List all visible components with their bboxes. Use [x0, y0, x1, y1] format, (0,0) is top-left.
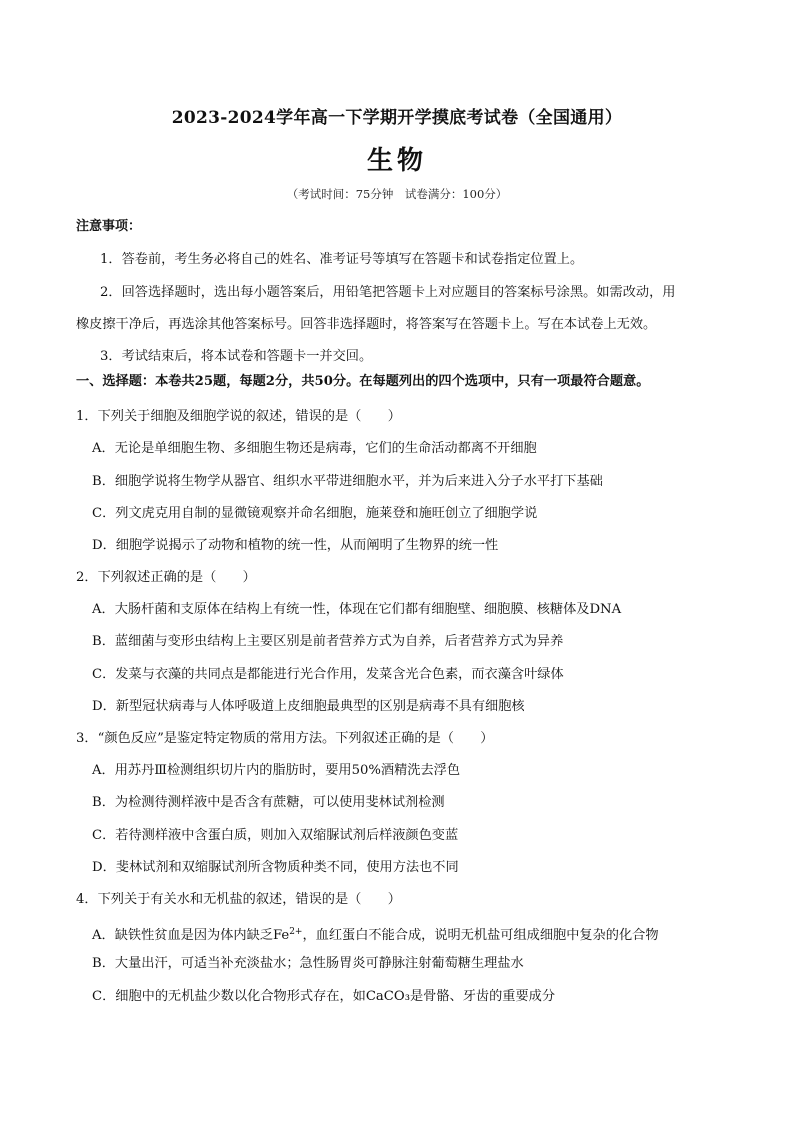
question-4-option-a-superscript: 2+	[289, 927, 303, 937]
question-1-option-c: C．列文虎克用自制的显微镜观察并命名细胞，施莱登和施旺创立了细胞学说	[92, 506, 538, 521]
notice-title: 注意事项：	[76, 219, 142, 234]
question-1-stem: 1．下列关于细胞及细胞学说的叙述，错误的是（ ）	[76, 409, 401, 424]
question-4-option-c: C．细胞中的无机盐少数以化合物形式存在，如CaCO₃是骨骼、牙齿的重要成分	[92, 989, 556, 1004]
section-heading: 一、选择题：本卷共25题，每题2分，共50分。在每题列出的四个选项中，只有一项最符合题意。	[76, 374, 650, 389]
subject-heading: 生物	[366, 146, 427, 176]
notice-item-2-continued: 橡皮擦干净后，再选涂其他答案标号。回答非选择题时，将答案写在答题卡上。写在本试卷上无效。	[76, 317, 657, 332]
question-3-option-c: C．若待测样液中含蛋白质，则加入双缩脲试剂后样液颜色变蓝	[92, 828, 459, 843]
question-2-option-b: B．蓝细菌与变形虫结构上主要区别是前者营养方式为自养，后者营养方式为异养	[92, 634, 564, 649]
notice-item-1: 1．答卷前，考生务必将自己的姓名、准考证号等填写在答题卡和试卷指定位置上。	[100, 252, 584, 267]
question-2-stem: 2．下列叙述正确的是（ ）	[76, 570, 256, 585]
exam-time-score: （考试时间：75分钟 试卷满分：100分）	[286, 187, 508, 201]
question-3-option-a: A．用苏丹Ⅲ检测组织切片内的脂肪时，要用50%酒精洗去浮色	[92, 763, 461, 778]
question-4-option-b: B．大量出汗，可适当补充淡盐水；急性肠胃炎可静脉注射葡萄糖生理盐水	[92, 956, 524, 971]
question-3-option-b: B．为检测待测样液中是否含有蔗糖，可以使用斐林试剂检测	[92, 795, 445, 810]
question-4-option-a-text-2: ，血红蛋白不能合成，说明无机盐可组成细胞中复杂的化合物	[302, 928, 659, 943]
question-4-option-a	[92, 923, 659, 945]
question-2-option-d: D．新型冠状病毒与人体呼吸道上皮细胞最典型的区别是病毒不具有细胞核	[92, 699, 525, 714]
question-2-option-c: C．发菜与衣藻的共同点是都能进行光合作用，发菜含光合色素，而衣藻含叶绿体	[92, 667, 564, 682]
question-1-option-a: A．无论是单细胞生物、多细胞生物还是病毒，它们的生命活动都离不开细胞	[92, 441, 537, 456]
question-2-option-a: A．大肠杆菌和支原体在结构上有统一性，体现在它们都有细胞壁、细胞膜、核糖体及DNA	[92, 602, 622, 617]
question-4-option-a-text-1: A．缺铁性贫血是因为体内缺乏Fe	[92, 928, 290, 943]
notice-item-2: 2．回答选择题时，选出每小题答案后，用铅笔把答题卡上对应题目的答案标号涂黑。如需改动，用	[100, 285, 676, 300]
question-1-option-d: D．细胞学说揭示了动物和植物的统一性，从而阐明了生物界的统一性	[92, 538, 499, 553]
question-3-stem: 3．“颜色反应”是鉴定特定物质的常用方法。下列叙述正确的是（ ）	[76, 731, 494, 746]
exam-title: 2023-2024学年高一下学期开学摸底考试卷（全国通用）	[171, 108, 623, 128]
question-3-option-d: D．斐林试剂和双缩脲试剂所含物质种类不同，使用方法也不同	[92, 860, 459, 875]
notice-item-3: 3．考试结束后，将本试卷和答题卡一并交回。	[100, 349, 373, 364]
question-4-stem: 4．下列关于有关水和无机盐的叙述，错误的是（ ）	[76, 892, 401, 907]
question-1-option-b: B．细胞学说将生物学从器官、组织水平带进细胞水平，并为后来进入分子水平打下基础	[92, 474, 603, 489]
